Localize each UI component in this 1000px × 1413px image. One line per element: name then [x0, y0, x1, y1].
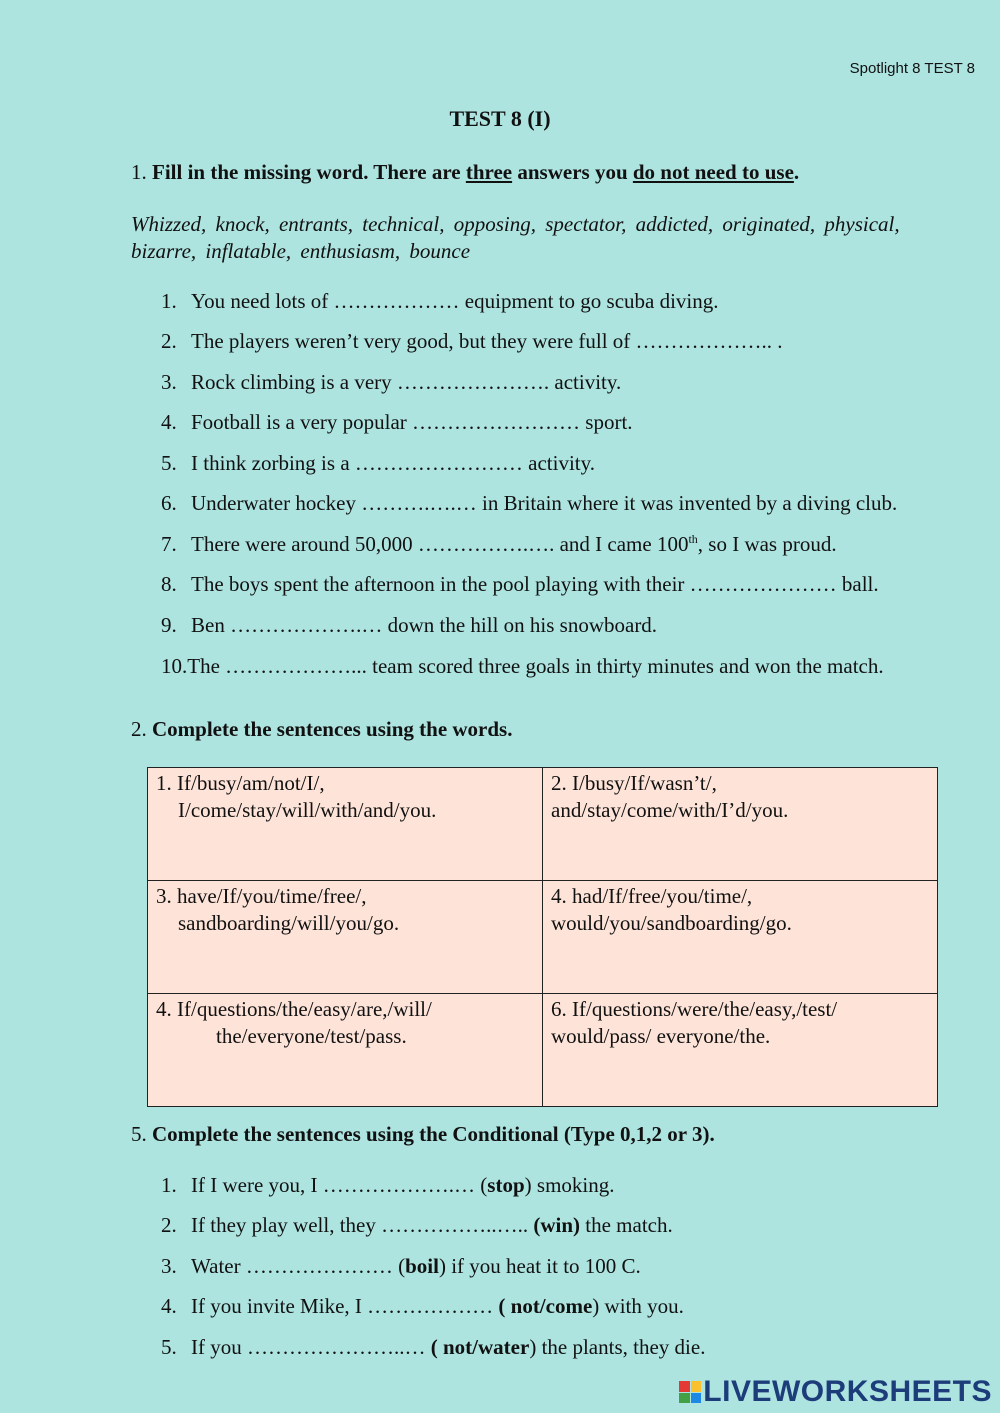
- item-close: ): [438, 1254, 446, 1278]
- cell-line-1: 4. had/If/free/you/time/,: [551, 884, 753, 908]
- logo-square-green: [679, 1393, 690, 1404]
- table-cell: [148, 994, 543, 1107]
- item-close: ): [524, 1173, 532, 1197]
- cell-line-1: 6. If/questions/were/the/easy,/test/: [551, 997, 838, 1021]
- section1-text-b: three: [465, 160, 513, 184]
- cell-line-1: 3. have/If/you/time/free/,: [156, 884, 367, 908]
- section5-heading: [131, 1122, 715, 1147]
- section5-item: [161, 1294, 684, 1319]
- section1-number: 1.: [131, 160, 147, 184]
- item-number: 2.: [161, 329, 177, 353]
- item-post: the match.: [580, 1213, 673, 1237]
- item-number: 7.: [161, 532, 177, 556]
- cell-line-2: the/everyone/test/pass.: [216, 1024, 407, 1048]
- item-number: 1.: [161, 1173, 177, 1197]
- item-text-a: There were around 50,000 …………….…. and I came 100: [191, 532, 689, 556]
- page-title: TEST 8 (I): [449, 106, 551, 131]
- section5-item: [161, 1254, 641, 1279]
- section1-item: [161, 451, 595, 476]
- item-text: Rock climbing is a very …………………. activity.: [191, 370, 622, 394]
- item-verb: boil: [405, 1254, 439, 1278]
- cell-line-1: 1. If/busy/am/not/I/,: [156, 771, 325, 795]
- item-close: ): [592, 1294, 600, 1318]
- item-text: Football is a very popular …………………… sport.: [191, 410, 633, 434]
- section1-item: [161, 370, 621, 395]
- item-number: 1.: [161, 289, 177, 313]
- item-pre: Water ………………… (: [191, 1254, 406, 1278]
- section5-item: [161, 1173, 614, 1198]
- item-pre: If you …………………..…: [191, 1335, 431, 1359]
- item-verb: (win): [533, 1213, 581, 1237]
- item-number: 2.: [161, 1213, 177, 1237]
- item-number: 10.: [161, 654, 188, 678]
- liveworksheets-logo[interactable]: [679, 1375, 992, 1409]
- item-close: ): [529, 1335, 537, 1359]
- cell-line-2: I/come/stay/will/with/and/you.: [178, 798, 437, 822]
- item-verb: ( not/water: [430, 1335, 530, 1359]
- logo-square-yellow: [691, 1381, 702, 1392]
- cell-line-2: and/stay/come/with/I’d/you.: [551, 798, 789, 822]
- item-post: smoking.: [531, 1173, 615, 1197]
- item-number: 6.: [161, 491, 177, 515]
- section1-text-a: Fill in the missing word. There are: [152, 160, 466, 184]
- section2-heading: [131, 717, 512, 742]
- cell-line-2: sandboarding/will/you/go.: [178, 911, 400, 935]
- cell-line-2: would/you/sandboarding/go.: [551, 911, 792, 935]
- item-post: the plants, they die.: [536, 1335, 706, 1359]
- table-cell: [148, 881, 543, 994]
- item-open: (: [480, 1173, 488, 1197]
- section1-item: [161, 491, 897, 516]
- section1-item: [161, 532, 837, 557]
- item-text: The ………………... team scored three goals in thirty minutes and won the match.: [187, 654, 884, 678]
- table-cell: [543, 768, 938, 881]
- logo-text: LIVEWORKSHEETS: [703, 1375, 992, 1408]
- item-number: 9.: [161, 613, 177, 637]
- section5-heading-text: Complete the sentences using the Conditional (Type 0,1,2 or 3).: [152, 1122, 715, 1146]
- item-number: 3.: [161, 370, 177, 394]
- item-pre: If I were you, I ……………….…: [191, 1173, 481, 1197]
- item-number: 4.: [161, 1294, 177, 1318]
- header-note: Spotlight 8 TEST 8: [849, 60, 975, 77]
- item-verb: ( not/come: [498, 1294, 593, 1318]
- item-pre: If you invite Mike, I ………………: [191, 1294, 499, 1318]
- item-text: Underwater hockey ……….….… in Britain where it was invented by a diving club.: [191, 491, 898, 515]
- logo-icon: [679, 1381, 701, 1403]
- cell-line-2: would/pass/ everyone/the.: [551, 1024, 771, 1048]
- item-superscript: th: [688, 532, 698, 546]
- table-cell: [148, 768, 543, 881]
- word-bank: Whizzed, knock, entrants, technical, opposing, spectator, addicted, originated, physical, bizarre, inflatable, enthusiasm, bounce: [131, 212, 900, 263]
- section1-text-d: do not need to use: [632, 160, 794, 184]
- item-text: The players weren’t very good, but they were full of ……………….. .: [191, 329, 783, 353]
- item-number: 4.: [161, 410, 177, 434]
- section5-item: [161, 1213, 673, 1238]
- item-verb: stop: [487, 1173, 525, 1197]
- item-number: 3.: [161, 1254, 177, 1278]
- item-text: Ben ……………….… down the hill on his snowboard.: [191, 613, 658, 637]
- item-number: 8.: [161, 572, 177, 596]
- section1-item: [161, 613, 657, 638]
- item-text: The boys spent the afternoon in the pool playing with their ………………… ball.: [191, 572, 879, 596]
- section1-item: [161, 654, 884, 679]
- section5-item: [161, 1335, 705, 1360]
- item-text: You need lots of ……………… equipment to go scuba diving.: [191, 289, 719, 313]
- section1-item: [161, 289, 719, 314]
- sentence-table: [147, 767, 938, 1107]
- section1-text-e: .: [793, 160, 800, 184]
- logo-square-red: [679, 1381, 690, 1392]
- section1-heading: [131, 160, 799, 185]
- item-post: if you heat it to 100 C.: [445, 1254, 641, 1278]
- table-cell: [543, 881, 938, 994]
- item-text-b: , so I was proud.: [697, 532, 837, 556]
- section5-number: 5.: [131, 1122, 147, 1146]
- cell-line-1: 4. If/questions/the/easy/are,/will/: [156, 997, 432, 1021]
- cell-line-1: 2. I/busy/If/wasn’t/,: [551, 771, 717, 795]
- section2-number: 2.: [131, 717, 147, 741]
- item-number: 5.: [161, 1335, 177, 1359]
- section1-item: [161, 329, 783, 354]
- section1-text-c: answers you: [512, 160, 633, 184]
- section2-heading-text: Complete the sentences using the words.: [152, 717, 513, 741]
- item-text: I think zorbing is a …………………… activity.: [191, 451, 596, 475]
- logo-square-blue: [691, 1393, 702, 1404]
- table-cell: [543, 994, 938, 1107]
- item-pre: If they play well, they ……………..…..: [191, 1213, 534, 1237]
- item-number: 5.: [161, 451, 177, 475]
- section1-item: [161, 410, 633, 435]
- section1-item: [161, 572, 879, 597]
- item-post: with you.: [599, 1294, 684, 1318]
